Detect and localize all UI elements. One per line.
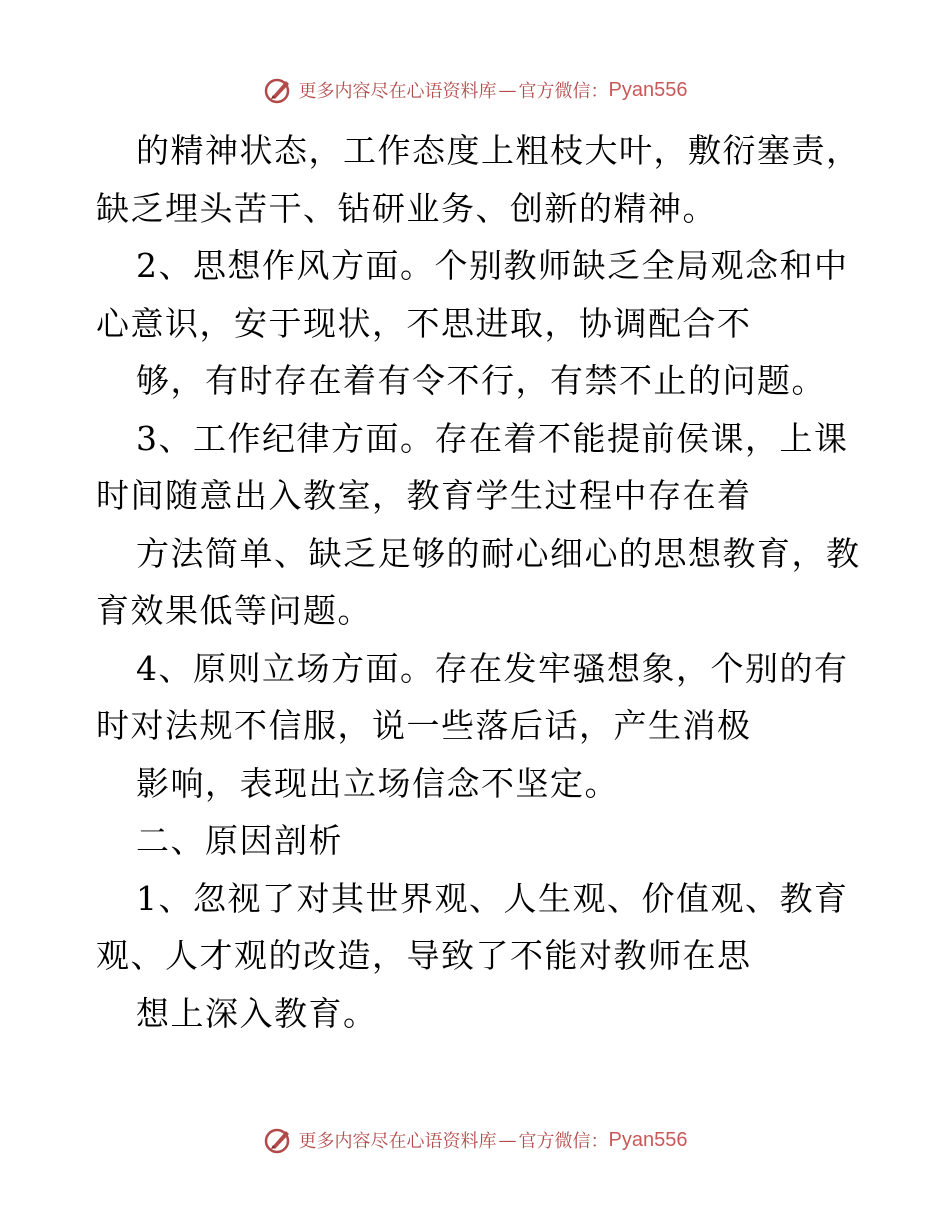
watermark-separator: — bbox=[498, 79, 517, 101]
text-line: 2、思想作风方面。个别教师缺乏全局观念和中 bbox=[136, 246, 849, 285]
watermark-separator: — bbox=[498, 1129, 517, 1151]
pen-logo-icon bbox=[263, 1125, 293, 1155]
text-line: 够，有时存在着有令不行，有禁不止的问题。 bbox=[136, 361, 826, 400]
watermark-text: 更多内容尽在心语资料库 bbox=[298, 81, 497, 102]
document-body bbox=[96, 122, 861, 1042]
watermark-header bbox=[0, 70, 950, 110]
pen-logo-icon bbox=[263, 75, 293, 105]
text-line: 1、忽视了对其世界观、人生观、价值观、教育 bbox=[136, 878, 849, 918]
watermark-wechat-label: 官方微信： bbox=[518, 81, 609, 102]
watermark-text: 更多内容尽在心语资料库 bbox=[298, 1131, 497, 1152]
text-line: 想上深入教育。 bbox=[136, 993, 378, 1033]
text-line: 心意识，安于现状，不思进取，协调配合不 bbox=[96, 303, 752, 343]
text-line: 时间随意出入教室，教育学生过程中存在着 bbox=[96, 476, 752, 515]
watermark-footer bbox=[0, 1120, 950, 1160]
text-line: 3、工作纪律方面。存在着不能提前侯课，上课 bbox=[136, 418, 849, 458]
text-line: 的精神状态，工作态度上粗枝大叶，敷衍塞责， bbox=[136, 131, 861, 170]
watermark-wechat-label: 官方微信： bbox=[518, 1131, 609, 1152]
watermark-wechat-id: Pyan556 bbox=[608, 78, 688, 101]
text-line: 缺乏埋头苦干、钻研业务、创新的精神。 bbox=[96, 188, 717, 228]
watermark-wechat-id: Pyan556 bbox=[608, 1128, 688, 1151]
text-line: 观、人才观的改造，导致了不能对教师在思 bbox=[96, 936, 752, 975]
section-heading: 二、原因剖析 bbox=[136, 821, 343, 860]
text-line: 4、原则立场方面。存在发牢骚想象，个别的有 bbox=[136, 648, 849, 688]
text-line: 影响，表现出立场信念不坚定。 bbox=[136, 763, 619, 803]
text-line: 育效果低等问题。 bbox=[96, 591, 372, 630]
text-line: 时对法规不信服，说一些落后话，产生消极 bbox=[96, 706, 752, 745]
text-line: 方法简单、缺乏足够的耐心细心的思想教育，教 bbox=[136, 533, 861, 573]
